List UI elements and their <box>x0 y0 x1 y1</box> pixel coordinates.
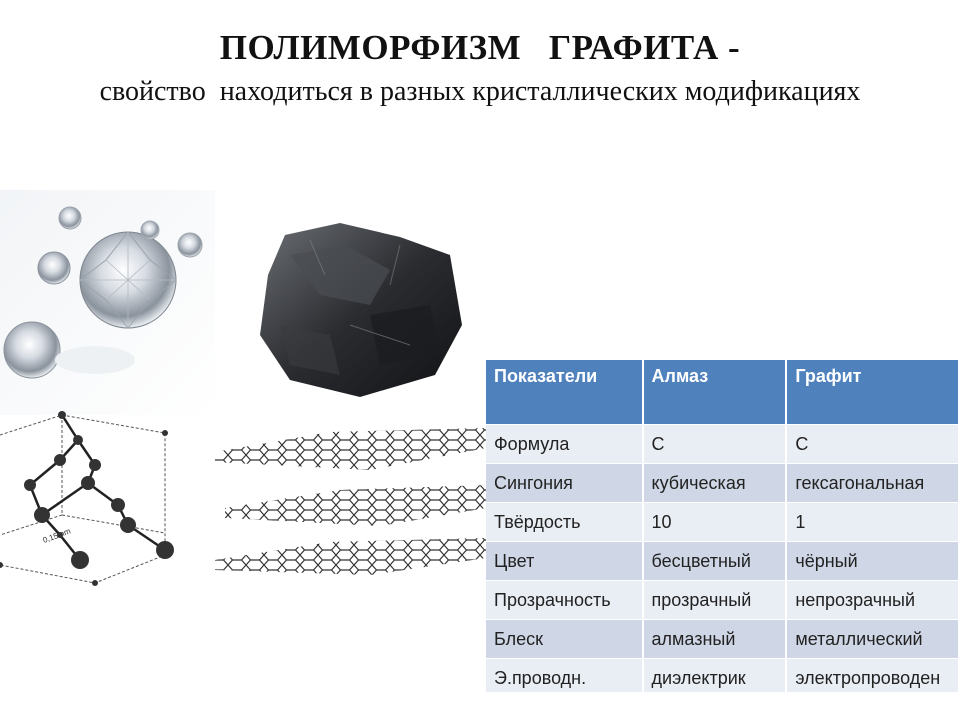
table-row <box>486 503 959 542</box>
cell-graphite: металлический <box>786 620 959 659</box>
graphite-layers-diagram <box>210 420 486 575</box>
cell-diamond: диэлектрик <box>643 659 787 693</box>
cell-indicator: Формула <box>486 425 643 464</box>
cell-indicator: Цвет <box>486 542 643 581</box>
cell-graphite: C <box>786 425 959 464</box>
cell-indicator: Сингония <box>486 464 643 503</box>
header-indicators: Показатели <box>486 360 643 425</box>
cell-graphite: 1 <box>786 503 959 542</box>
diamond-lattice-diagram <box>0 405 190 590</box>
table-row <box>486 542 959 581</box>
header-graphite: Графит <box>786 360 959 425</box>
cell-indicator: Блеск <box>486 620 643 659</box>
cell-diamond: бесцветный <box>643 542 787 581</box>
cell-indicator: Твёрдость <box>486 503 643 542</box>
lattice-label: 0,15 nm <box>41 526 72 545</box>
graphite-image <box>250 215 470 400</box>
table-row <box>486 425 959 464</box>
cell-diamond: C <box>643 425 787 464</box>
table-header-row <box>486 360 959 425</box>
cell-diamond: 10 <box>643 503 787 542</box>
slide-subtitle: свойство находиться в разных кристаллических модификациях <box>99 76 861 107</box>
table-row <box>486 464 959 503</box>
comparison-table-container <box>486 360 960 692</box>
table-row <box>486 581 959 620</box>
table-row <box>486 620 959 659</box>
cell-diamond: прозрачный <box>643 581 787 620</box>
cell-graphite: чёрный <box>786 542 959 581</box>
slide-title: ПОЛИМОРФИЗМ ГРАФИТА - <box>219 28 741 67</box>
cell-indicator: Э.проводн. <box>486 659 643 693</box>
cell-graphite: непрозрачный <box>786 581 959 620</box>
cell-indicator: Прозрачность <box>486 581 643 620</box>
comparison-table <box>486 360 960 692</box>
cell-graphite: гексагональная <box>786 464 959 503</box>
diamonds-image <box>0 190 215 415</box>
cell-graphite: электропроводен <box>786 659 959 693</box>
table-row <box>486 659 959 693</box>
cell-diamond: кубическая <box>643 464 787 503</box>
cell-diamond: алмазный <box>643 620 787 659</box>
header-diamond: Алмаз <box>643 360 787 425</box>
